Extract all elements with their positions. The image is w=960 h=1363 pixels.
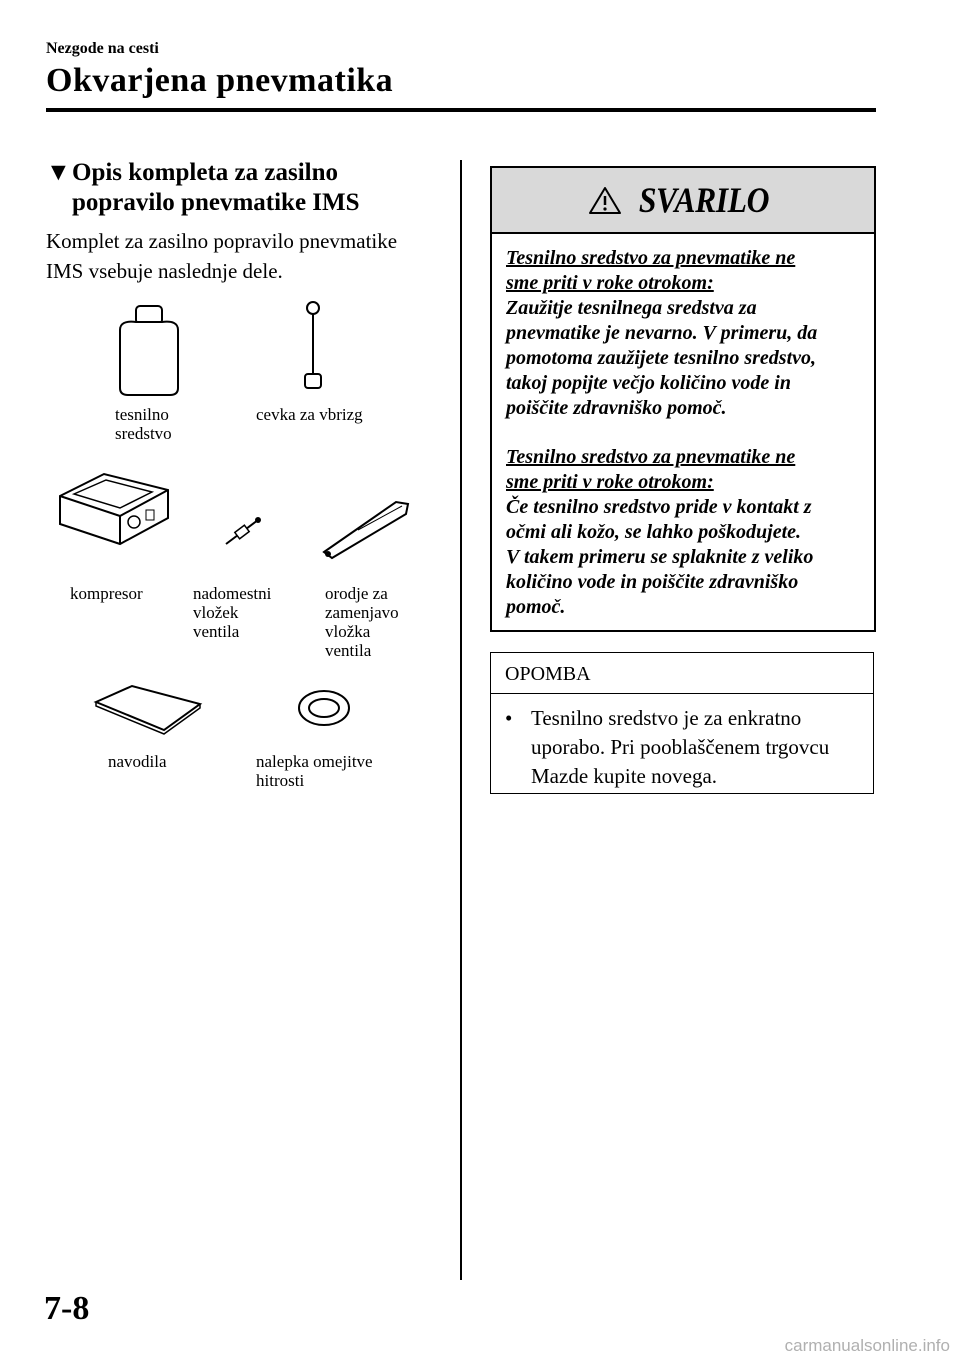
manual-booklet-icon	[92, 682, 204, 736]
compressor-icon	[54, 468, 174, 554]
warning-line: poiščite zdravniško pomoč.	[506, 397, 727, 419]
caption-line: navodila	[108, 752, 167, 771]
caption-line: vložka	[325, 622, 371, 641]
note-body	[491, 694, 873, 791]
sealant-caption	[115, 405, 172, 443]
warning-triangle-icon	[588, 185, 622, 215]
bullet-icon: •	[505, 706, 513, 730]
kit-heading	[46, 158, 446, 218]
column-divider	[460, 160, 462, 1280]
warning-underlined-line: Tesnilno sredstvo za pnevmatike ne	[506, 446, 796, 468]
warning-line: V takem primeru se splaknite z veliko	[506, 546, 814, 568]
warning-line: pomoč.	[506, 596, 566, 618]
caption-line: cevka za vbrizg	[256, 405, 363, 424]
page-number: 7-8	[44, 1290, 90, 1327]
warning-underlined-line: sme priti v roke otrokom:	[506, 471, 714, 493]
note-box	[490, 652, 874, 794]
warning-line: Zaužitje tesnilnega sredstva za	[506, 297, 757, 319]
warning-body	[492, 234, 874, 620]
valve-tool-icon	[318, 494, 414, 560]
kit-intro-line: Komplet za zasilno popravilo pnevmatike	[46, 229, 398, 253]
warning-line: takoj popijte večjo količino vode in	[506, 372, 791, 394]
sealant-bottle-icon	[110, 300, 190, 400]
warning-underlined-line: sme priti v roke otrokom:	[506, 272, 714, 294]
hose-caption	[256, 405, 363, 424]
kit-intro-line: IMS vsebuje naslednje dele.	[46, 259, 283, 283]
caption-line: orodje za	[325, 584, 388, 603]
caption-line: sredstvo	[115, 424, 172, 443]
valve-core-icon	[222, 514, 264, 548]
valve-tool-caption	[325, 584, 399, 660]
caption-line: hitrosti	[256, 771, 305, 790]
warning-line: pnevmatike je nevarno. V primeru, da	[506, 322, 818, 344]
note-line: uporabo. Pri pooblaščenem trgovcu	[531, 735, 830, 759]
caption-line: ventila	[325, 641, 372, 660]
kit-intro	[46, 226, 446, 286]
injection-hose-icon	[298, 300, 328, 392]
title-divider	[46, 108, 876, 112]
warning-underlined-line: Tesnilno sredstvo za pnevmatike ne	[506, 247, 796, 269]
caption-line: zamenjavo	[325, 603, 399, 622]
warning-header	[492, 168, 874, 234]
caption-line: nalepka omejitve	[256, 752, 373, 771]
warning-box	[490, 166, 876, 632]
warning-line: količino vode in poiščite zdravniško	[506, 571, 799, 593]
caption-line: vložek	[193, 603, 239, 622]
speed-sticker-icon	[296, 688, 352, 728]
caption-line: nadomestni	[193, 584, 272, 603]
note-line: Tesnilno sredstvo je za enkratno	[531, 706, 802, 730]
caption-line: tesnilno	[115, 405, 169, 424]
manual-caption	[108, 752, 167, 771]
note-title: OPOMBA	[491, 653, 873, 694]
warning-title: SVARILO	[638, 180, 770, 220]
watermark: carmanualsonline.info	[784, 1336, 950, 1355]
warning-line: pomotoma zaužijete tesnilno sredstvo,	[506, 347, 817, 369]
warning-line: očmi ali kožo, se lahko poškodujete.	[506, 521, 801, 543]
caption-line: kompresor	[70, 584, 143, 603]
valve-core-caption	[193, 584, 271, 641]
page-title: Okvarjena pnevmatika	[46, 62, 394, 99]
sticker-caption	[256, 752, 373, 790]
note-line: Mazde kupite novega.	[531, 764, 718, 788]
triangle-marker-icon: ▼	[46, 159, 71, 186]
warning-line: Če tesnilno sredstvo pride v kontakt z	[506, 496, 812, 518]
kit-heading-line: Opis kompleta za zasilno	[72, 159, 338, 186]
section-label: Nezgode na cesti	[46, 40, 159, 57]
kit-heading-line: popravilo pnevmatike IMS	[72, 189, 360, 216]
caption-line: ventila	[193, 622, 240, 641]
compressor-caption	[70, 584, 143, 603]
